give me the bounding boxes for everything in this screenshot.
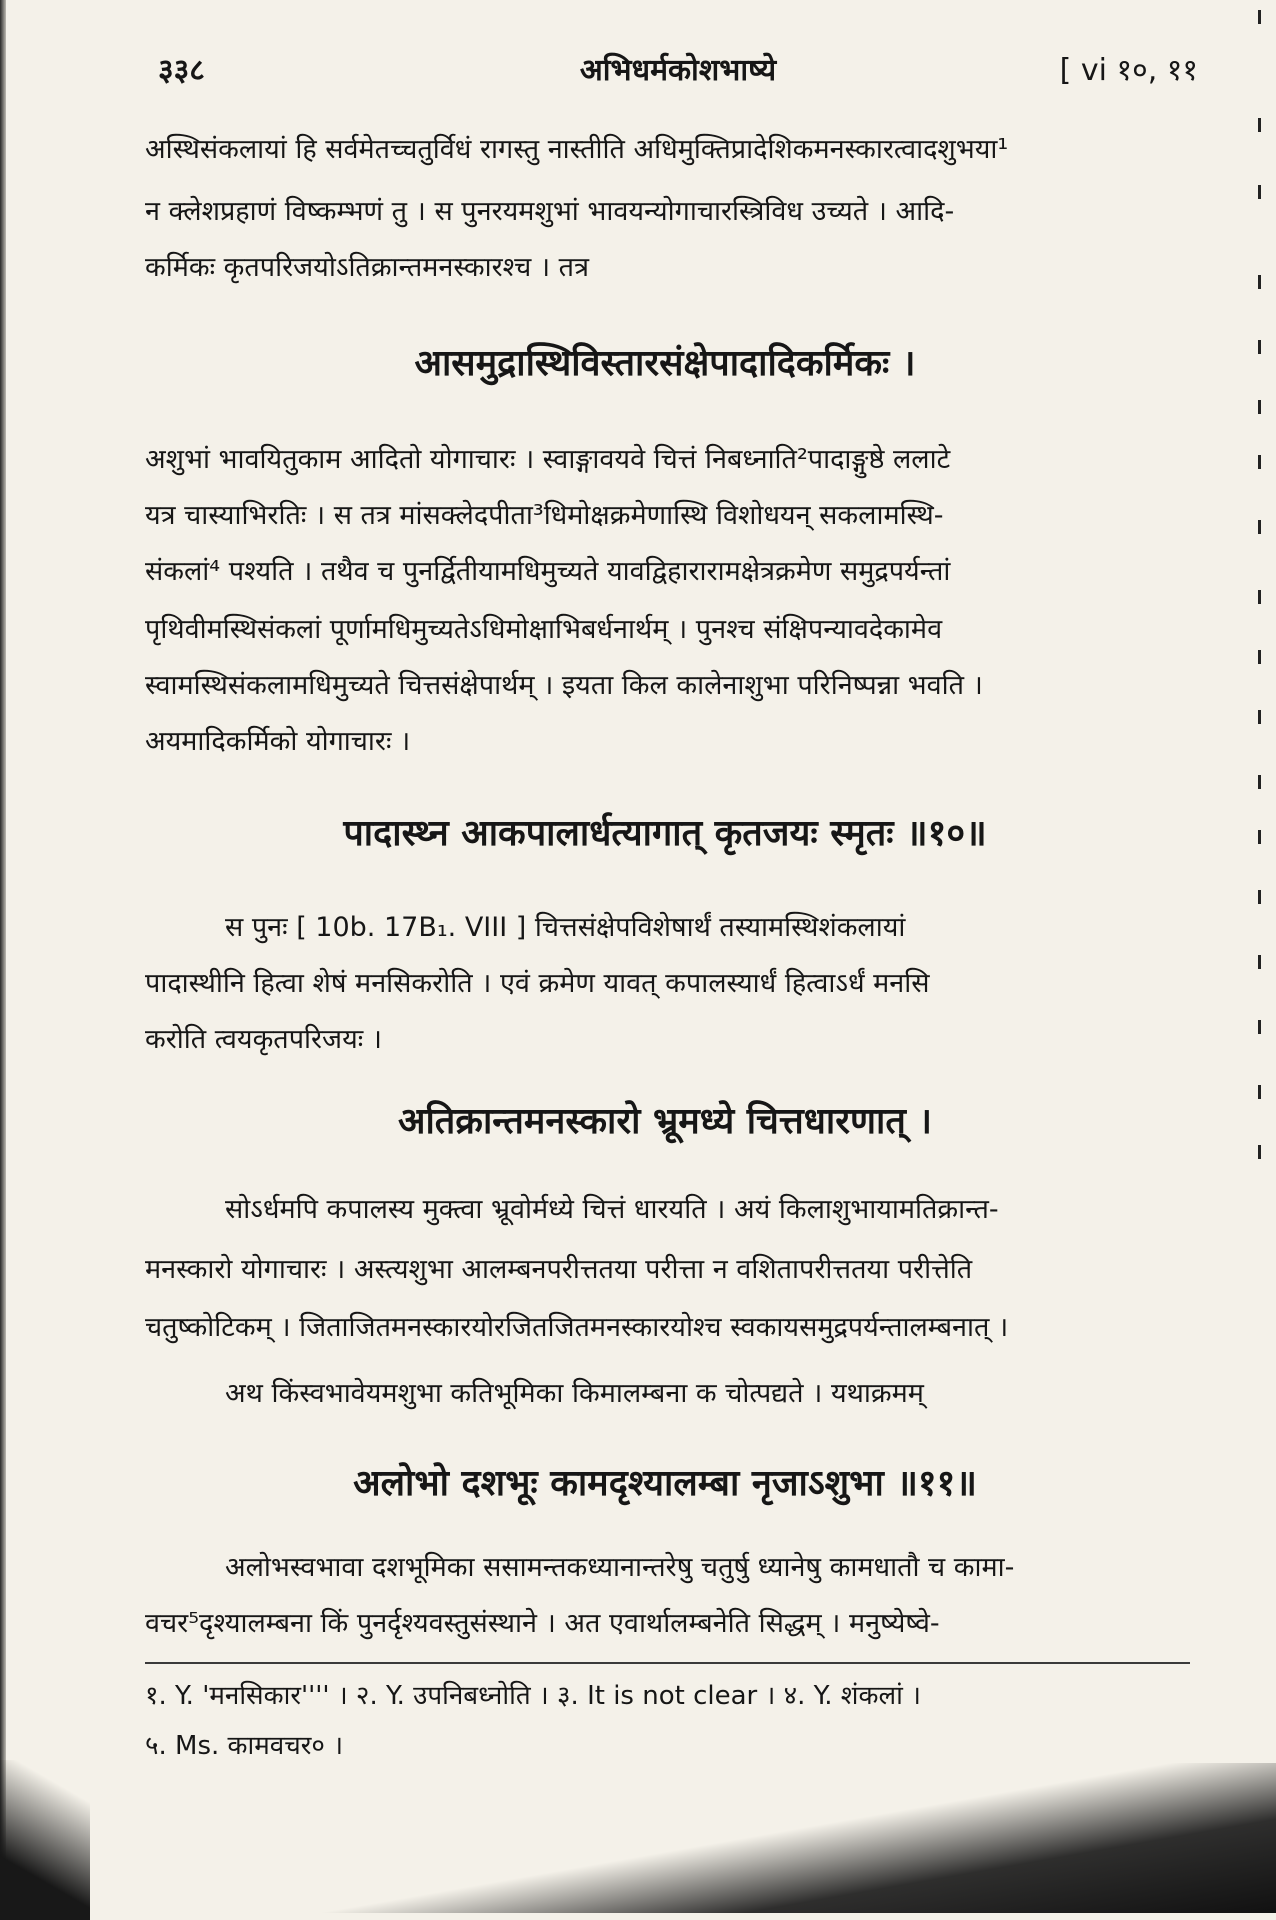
text-line: कर्मिकः कृतपरिजयोऽतिक्रान्तमनस्कारश्च । तत्र xyxy=(145,252,589,283)
text-line: करोति त्वयकृतपरिजयः । xyxy=(145,1024,383,1055)
scan-shadow xyxy=(0,1763,1276,1913)
text-line: पादास्थीनि हित्वा शेषं मनसिकरोति । एवं क्रमेण यावत् कपालस्यार्धं हित्वाऽर्धं मनसि xyxy=(145,968,930,999)
text-line: वचर⁵दृश्यालम्बना किं पुनर्दृश्यवस्तुसंस्थाने । अत एवार्थालम्बनेति सिद्धम् । मनुष्येष्वे- xyxy=(145,1608,940,1639)
text-line: संकलां⁴ पश्यति । तथैव च पुनर्द्वितीयामधिमुच्यते यावद्विहारारामक्षेत्रक्रमेण समुद्रपर्यन्तां xyxy=(145,556,951,587)
verse-heading: आसमुद्रास्थिविस्तारसंक्षेपादादिकर्मिकः । xyxy=(414,343,916,384)
text-line: सोऽर्धमपि कपालस्य मुक्त्वा भ्रूवोर्मध्ये चित्तं धारयति । अयं किलाशुभायामतिक्रान्त- xyxy=(225,1194,999,1225)
page-binding-edge xyxy=(0,0,6,1913)
running-header xyxy=(158,48,1198,98)
running-title: अभिधर्मकोशभाष्ये xyxy=(579,53,777,88)
verse-heading: अतिक्रान्तमनस्कारो भ्रूमध्ये चित्तधारणात् । xyxy=(397,1101,933,1142)
footnote-rule xyxy=(145,1662,1190,1664)
verse-heading: अलोभो दशभूः कामदृश्यालम्बा नृजाऽशुभा ॥११॥ xyxy=(353,1463,977,1504)
page-number: ३३८ xyxy=(158,53,205,88)
text-line: पृथिवीमस्थिसंकलां पूर्णामधिमुच्यतेऽधिमोक्षाभिबर्धनार्थम् । पुनश्च संक्षिपन्यावदेकामेव xyxy=(145,614,943,645)
footnote-line: ५. Ms. कामवचर० । xyxy=(145,1731,344,1761)
text-line: चतुष्कोटिकम् । जिताजितमनस्कारयोरजितजितमनस्कारयोश्च स्वकायसमुद्रपर्यन्तालम्बनात् । xyxy=(145,1312,1009,1343)
footnote-line: १. Y. 'मनसिकार'''' । २. Y. उपनिबध्नोति । ३. It is not clear । ४. Y. शंकलां । xyxy=(145,1681,921,1711)
right-margin-marks xyxy=(1252,0,1272,1913)
text-line: अलोभस्वभावा दशभूमिका ससामन्तकध्यानान्तरेषु चतुर्षु ध्यानेषु कामधातौ च कामा- xyxy=(225,1552,1015,1583)
text-line: अस्थिसंकलायां हि सर्वमेतच्चतुर्विधं रागस्तु नास्तीति अधिमुक्तिप्रादेशिकमनस्कारत्वादशुभया¹ xyxy=(145,134,1009,165)
section-reference: [ vi १०, ११ xyxy=(1059,53,1198,88)
text-line: अथ किंस्वभावेयमशुभा कतिभूमिका किमालम्बना क चोत्पद्यते । यथाक्रमम् xyxy=(225,1378,924,1409)
verse-heading: पादास्थ्न आकपालार्धत्यागात् कृतजयः स्मृतः ॥१०॥ xyxy=(343,813,987,854)
text-line: मनस्कारो योगाचारः । अस्त्यशुभा आलम्बनपरीत्ततया परीत्ता न वशितापरीत्ततया परीत्तेति xyxy=(145,1254,973,1285)
text-line: अशुभां भावयितुकाम आदितो योगाचारः । स्वाङ्गावयवे चित्तं निबध्नाति²पादाङ्गुष्ठे ललाटे xyxy=(145,444,951,475)
scan-corner-shadow xyxy=(0,1760,90,1920)
text-line: अयमादिकर्मिको योगाचारः । xyxy=(145,726,411,757)
text-line: स पुनः [ 10b. 17B₁. VIII ] चित्तसंक्षेपविशेषार्थं तस्यामस्थिशंकलायां xyxy=(225,912,906,943)
text-line: न क्लेशप्रहाणं विष्कम्भणं तु । स पुनरयमशुभां भावयन्योगाचारस्त्रिविध उच्यते । आदि- xyxy=(145,196,955,227)
text-line: यत्र चास्याभिरतिः । स तत्र मांसक्लेदपीता³धिमोक्षक्रमेणास्थि विशोधयन् सकलामस्थि- xyxy=(145,500,944,531)
text-line: स्वामस्थिसंकलामधिमुच्यते चित्तसंक्षेपार्थम् । इयता किल कालेनाशुभा परिनिष्पन्ना भवति । xyxy=(145,670,983,701)
